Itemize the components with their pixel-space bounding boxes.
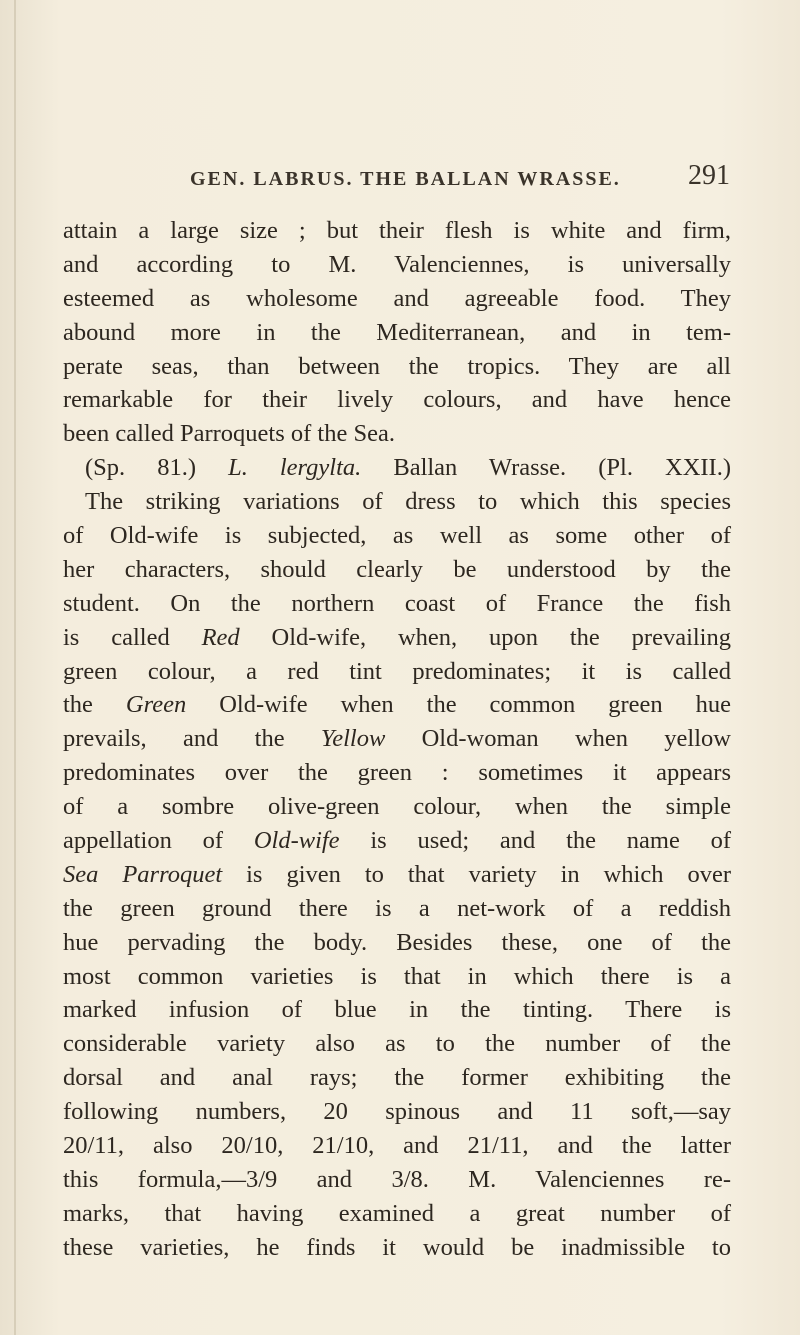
text-run: is used; and the name of	[339, 827, 732, 855]
text-line	[63, 1095, 731, 1129]
text-run: Old-woman when yellow	[385, 725, 731, 753]
text-run: 20/11, also 20/10, 21/10, and 21/11, and the latter	[63, 1132, 731, 1160]
text-line	[63, 621, 731, 655]
text-line	[63, 790, 731, 824]
text-line	[63, 350, 731, 384]
text-line	[63, 282, 731, 316]
body-text	[63, 214, 731, 1265]
text-run: predominates over the green : sometimes it appears	[63, 759, 731, 787]
text-run: this formula,—3/9 and 3/8. M. Valenciennes re-	[63, 1165, 731, 1193]
italic-text: Red	[201, 623, 240, 651]
text-run: following numbers, 20 spinous and 11 soft,—say	[63, 1098, 731, 1126]
italic-text: Sea Parroquet	[63, 860, 223, 888]
text-run: most common varieties is that in which there is a	[63, 962, 731, 990]
text-run: attain a large size ; but their flesh is white and firm,	[63, 217, 731, 244]
text-line	[63, 316, 731, 350]
text-run: the green ground there is a net-work of a reddish	[63, 894, 731, 922]
text-run: the	[63, 691, 126, 719]
text-line	[63, 485, 731, 519]
running-head: GEN. LABRUS. THE BALLAN WRASSE.	[190, 168, 621, 190]
text-run: and according to M. Valenciennes, is universally	[63, 250, 731, 278]
text-line	[63, 1129, 731, 1163]
text-run: of Old-wife is subjected, as well as some other of	[63, 522, 731, 550]
text-run: her characters, should clearly be understood by the	[63, 555, 731, 583]
text-run: perate seas, than between the tropics. They are all	[63, 352, 731, 380]
text-run: considerable variety also as to the number of the	[63, 1030, 731, 1058]
italic-text: Yellow	[320, 725, 386, 753]
text-run: esteemed as wholesome and agreeable food. They	[63, 284, 731, 312]
italic-text: Green	[125, 691, 187, 719]
text-line	[63, 248, 731, 282]
text-line	[63, 1163, 731, 1197]
text-run: is given to that variety in which over	[222, 860, 731, 888]
text-line	[63, 1231, 731, 1265]
text-line	[63, 993, 731, 1027]
text-run: student. On the northern coast of France the fish	[63, 589, 731, 617]
text-line	[63, 1197, 731, 1231]
text-run: green colour, a red tint predominates; it is called	[63, 657, 731, 685]
text-line	[63, 926, 731, 960]
text-run: Ballan Wrasse. (Pl. XXII.)	[361, 454, 731, 482]
text-line	[63, 1027, 731, 1061]
text-line	[63, 1061, 731, 1095]
text-run: remarkable for their lively colours, and have hence	[63, 386, 731, 414]
text-run: of a sombre olive-green colour, when the simple	[63, 793, 731, 821]
text-run: hue pervading the body. Besides these, one of the	[63, 928, 731, 956]
text-run: marks, that having examined a great number of	[63, 1199, 731, 1227]
text-line	[63, 383, 731, 417]
text-run: Old-wife when the common green hue	[186, 691, 731, 719]
text-line	[63, 553, 731, 587]
text-run: abound more in the Mediterranean, and in tem-	[63, 318, 731, 346]
text-line	[63, 655, 731, 689]
text-line	[63, 688, 731, 722]
text-run: Old-wife, when, upon the prevailing	[239, 623, 731, 651]
text-run: The striking variations of dress to which this species	[85, 488, 731, 516]
text-run: dorsal and anal rays; the former exhibiting the	[63, 1064, 731, 1092]
page-edge-shadow	[14, 0, 16, 1335]
text-line	[63, 722, 731, 756]
text-run: appellation of	[63, 827, 254, 855]
page-header	[190, 160, 730, 200]
italic-text: Old-wife	[253, 827, 340, 855]
text-line	[63, 214, 731, 248]
text-run: marked infusion of blue in the tinting. There is	[63, 996, 731, 1024]
text-line	[63, 892, 731, 926]
text-line	[63, 756, 731, 790]
text-run: these varieties, he finds it would be inadmissible to	[63, 1233, 731, 1261]
text-line	[63, 587, 731, 621]
text-run: (Sp. 81.)	[85, 454, 229, 482]
text-line	[63, 417, 731, 451]
italic-text: L. lergylta.	[228, 454, 362, 482]
text-line	[63, 824, 731, 858]
text-run: been called Parroquets of the Sea.	[63, 420, 395, 448]
text-run: prevails, and the	[63, 725, 321, 753]
text-line	[63, 960, 731, 994]
text-line	[63, 519, 731, 553]
page-number: 291	[688, 160, 730, 191]
text-run: is called	[63, 623, 202, 651]
text-line	[63, 451, 731, 485]
text-line	[63, 858, 731, 892]
